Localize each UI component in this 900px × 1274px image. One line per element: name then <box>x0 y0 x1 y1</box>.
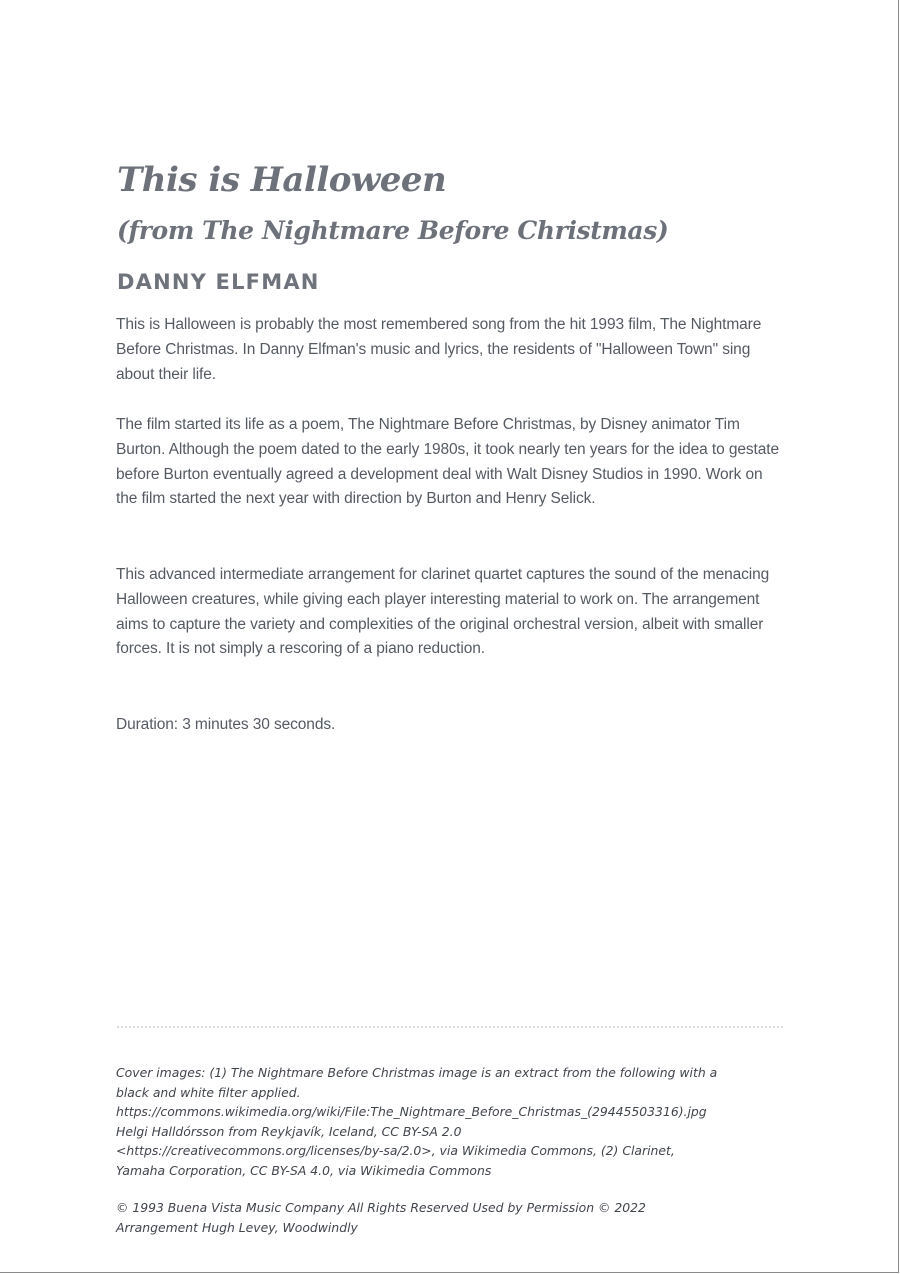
credits-line: Cover images: (1) The Nightmare Before Christmas image is an extract from the following with a <box>116 1065 718 1080</box>
credits-line: <https://creativecommons.org/licenses/by-sa/2.0>, via Wikimedia Commons, (2) Clarinet, <box>116 1143 675 1158</box>
credits-line: Helgi Halldórsson from Reykjavík, Iceland, CC BY-SA 2.0 <box>116 1123 462 1139</box>
page-title: This is Halloween <box>117 160 447 200</box>
footer-divider <box>117 1026 783 1028</box>
description-paragraph: The film started its life as a poem, The Nightmare Before Christmas, by Disney animator Tim Burton. Although the poem dated to the early 1980s, it took nearly ten years for the idea to gestate before Burton eventually agreed a development deal with Walt Disney Studios in 1990. Work on the film started the next year with direction by Burton and Henry Selick. <box>116 416 779 508</box>
copyright-line: Arrangement Hugh Levey, Woodwindly <box>116 1219 358 1235</box>
page-subtitle: (from The Nightmare Before Christmas) <box>117 216 669 245</box>
credits-link[interactable]: https://commons.wikimedia.org/wiki/File:The_Nightmare_Before_Christmas_(29445503316).jpg <box>116 1104 707 1119</box>
credits-line: Yamaha Corporation, CC BY-SA 4.0, via Wikimedia Commons <box>116 1162 492 1178</box>
description-paragraph: This advanced intermediate arrangement for clarinet quartet captures the sound of the menacing Halloween creatures, while giving each player interesting material to work on. The arrangement aims to capture the variety and complexities of the original orchestral version, albeit with smaller forces. It is not simply a rescoring of a piano reduction. <box>116 566 770 658</box>
credits-line: black and white filter applied. <box>116 1084 301 1100</box>
image-credits <box>116 1063 786 1180</box>
duration-text: Duration: 3 minutes 30 seconds. <box>116 716 336 733</box>
description-paragraph: This is Halloween is probably the most remembered song from the hit 1993 film, The Nightmare Before Christmas. In Danny Elfman's music and lyrics, the residents of "Halloween Town" sing about their life. <box>116 316 762 383</box>
composer-name: DANNY ELFMAN <box>117 270 320 294</box>
copyright-line: © 1993 Buena Vista Music Company All Rights Reserved Used by Permission © 2022 <box>116 1200 646 1215</box>
copyright-notice <box>116 1198 786 1237</box>
